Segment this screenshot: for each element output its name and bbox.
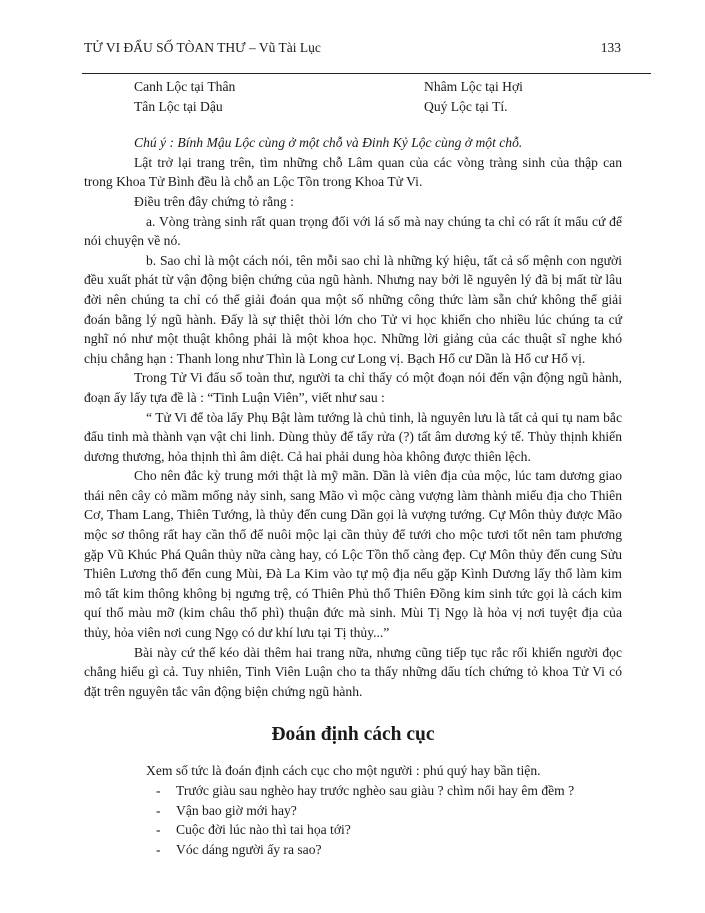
loc-left: Canh Lộc tại Thân: [134, 79, 236, 94]
page-number: 133: [600, 40, 621, 55]
list-item: - Vận bao giờ mới hay?: [156, 802, 297, 818]
section-heading: Đoán định cách cục: [271, 724, 435, 746]
question-list: [84, 781, 622, 859]
paragraph: Điều trên đây chứng tỏ rằng :: [134, 193, 294, 209]
running-header: [84, 40, 621, 56]
list-paragraph-a: a. Vòng tràng sinh rất quan trọng đối với lá số mà nay chúng ta chỉ có rất ít mẩu cứ để nói chuyện về nó.: [84, 213, 622, 249]
header-rule: [82, 73, 651, 74]
quote-paragraph: “ Tử Vi để tòa lấy Phụ Bật làm tướng là chủ tinh, là nguyên lưu là tất cả qui tụ nam bắc đẩu tinh mà thành vạn vật chi linh. Dùng thủy để tẩy rửa (?) tất âm dương ký tế. Thủy thịnh khiến dương thương, hỏa thịnh thì âm diệt. Cả hai phải dung hòa không được thiên lệch.: [84, 409, 622, 464]
loc-left: Tân Lộc tại Dậu: [134, 98, 223, 114]
loc-row: [84, 97, 622, 117]
list-item: - Trước giàu sau nghèo hay trước nghèo sau giàu ? chìm nổi hay êm đềm ?: [156, 783, 575, 798]
paragraph: Cho nên đắc kỳ trung mới thật là mỹ mãn. Dần là viên địa của mộc, lúc tam dương giao thái nên cây cỏ mầm mống nảy sinh, sang Mão vì mộc càng vượng làm thành miếu địa cho Thiên Cơ, Tham Lang, Thiên Tướng, là thủy đến cung Dần gọi là vượng tướng. Cự Môn thủy được Mão mộc sơ thông rất hay cần thổ để nuôi mộc lại cần thủy để tưới cho mộc tươi tốt nên tam phương gặp Vũ Khúc Phá Quân thủy nữa càng hay, có Lộc Tồn thổ càng đẹp. Cự Môn thủy đến cung Sửu Thiên Lương thổ đến cung Mùi, Đà La Kim vào tự mộ địa nếu gặp Kình Dương lấy thổ làm kim mô tất kim thông không bị ngưng trệ, có Thiên Phủ thổ Thiên Đồng kim sinh tức gọi là cách kim quí thổ màu mỡ (kim châu thổ phì) thuận đức mà sinh. Mùi Tị Ngọ là hỏa vị nơi tuyệt địa của thủy, hỏa viên nơi cung Ngọ có dư khí lưu tại Tị thủy...”: [84, 468, 622, 641]
note-paragraph: Chú ý : Bính Mậu Lộc cùng ở một chỗ và Đinh Kỷ Lộc cùng ở một chỗ.: [134, 135, 523, 151]
list-paragraph-b: b. Sao chỉ là một cách nói, tên mỗi sao chỉ là những ký hiệu, tất cả số mệnh con người đều xuất phát từ vận động biện chứng của ngũ hành. Nhưng nay bởi lẽ nguyên lý đã bị mất từ lâu đời nên chúng ta chỉ có thể giải đoán qua một số những công thức làm sẵn chứ không thể giải đoán bằng lý ngũ hành. Đấy là sự thiệt thòi lớn cho Tử vi học khiến cho nhiều lúc chúng ta cứ nghĩ nó như một thuật không phải là một khoa học. Những lời giảng của các thuật sĩ nghe khó chịu chẳng hạn : Thanh long như Thìn là Long cư Long vị. Bạch Hổ cư Dần là Hổ cư Hổ vị.: [84, 252, 622, 366]
loc-right: Quý Lộc tại Tí.: [424, 98, 508, 114]
header-title: TỬ VI ĐẨU SỐ TÒAN THƯ – Vũ Tài Lục: [84, 40, 321, 55]
paragraph: Bài này cứ thế kéo dài thêm hai trang nữa, nhưng cũng tiếp tục rắc rối khiến người đọc chẳng hiểu gì cả. Tuy nhiên, Tinh Viên Luận cho ta thấy những dấu tích chứng tỏ khoa Tử Vi có đặt trên nguyên tắc vân động biện chứng ngũ hành.: [84, 644, 622, 699]
loc-row: [84, 77, 622, 97]
list-item: - Vóc dáng người ấy ra sao?: [156, 841, 322, 857]
paragraph: Lật trở lại trang trên, tìm những chỗ Lâm quan của các vòng tràng sinh của thập can trong Khoa Tử Bình đều là chỗ an Lộc Tồn trong Khoa Tử Vi.: [84, 154, 622, 190]
page-body: [84, 77, 622, 859]
list-item: - Cuộc đời lúc nào thì tai họa tới?: [156, 822, 351, 838]
paragraph: Trong Tử Vi đẩu số toàn thư, người ta chỉ thấy có một đoạn nói đến vận động ngũ hành, đoạn ấy lấy tựa đề là : “Tinh Luận Viên”, viết như sau :: [84, 370, 622, 405]
section-intro: Xem số tức là đoán định cách cục cho một người : phú quý hay bần tiện.: [146, 763, 541, 779]
loc-right: Nhâm Lộc tại Hợi: [424, 79, 523, 94]
